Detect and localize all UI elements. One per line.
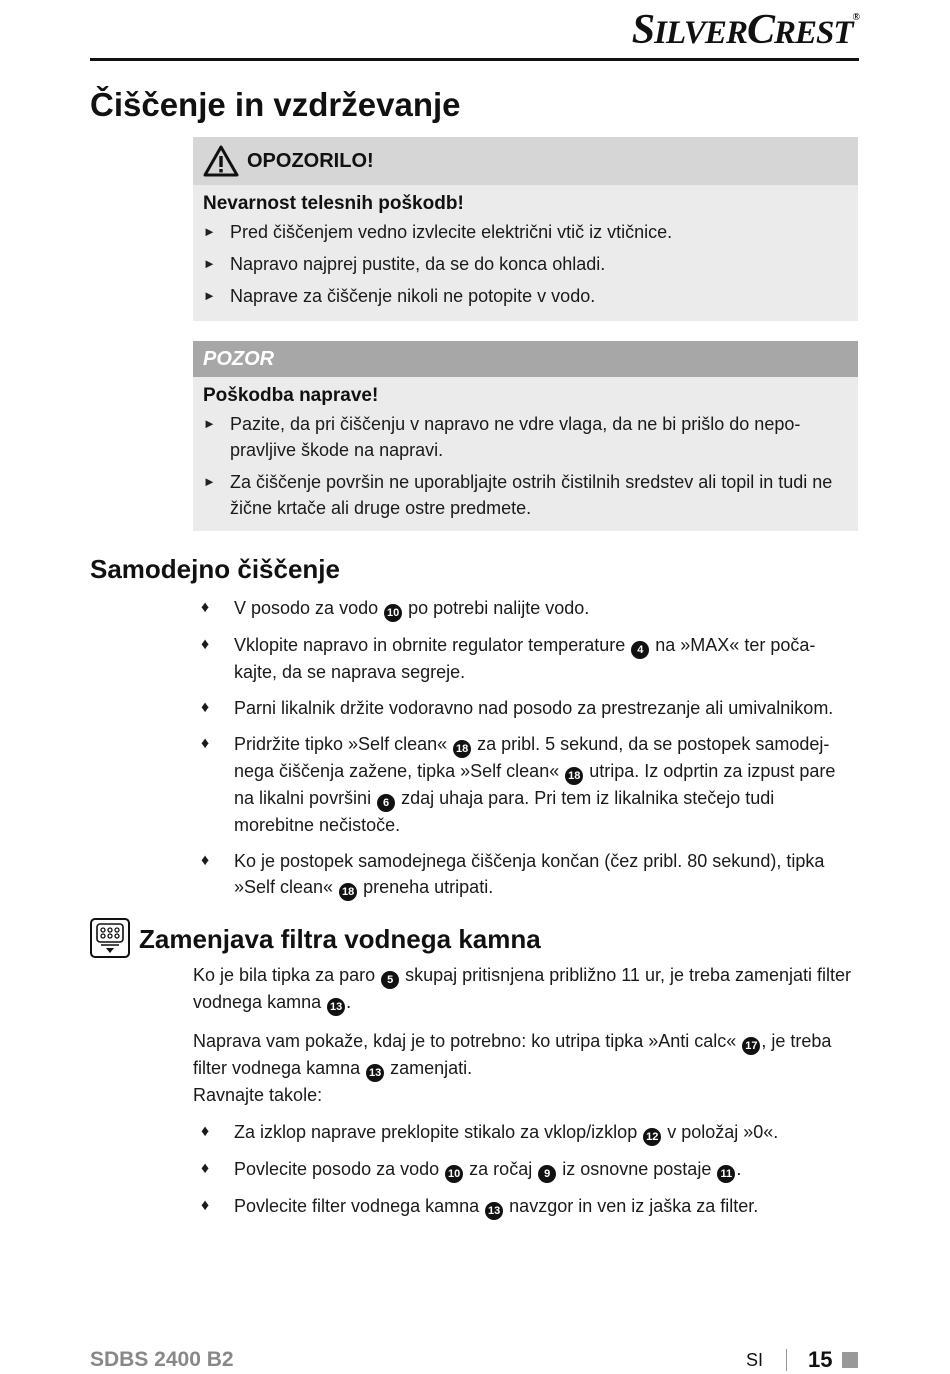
self-clean-title: Samodejno čiščenje [90,554,340,584]
list-item: ► Pazite, da pri čiščenju v napravo ne vdre vlaga, da ne bi prišlo do nepo-pravljive škode na napravi. [203,411,848,463]
arrow-icon: ► [203,224,216,239]
part-number-badge: 10 [384,604,402,622]
warning-heading: OPOZORILO! [247,149,374,172]
page-number: 15 [808,1347,833,1372]
part-number-badge: 13 [366,1064,384,1082]
arrow-icon: ► [203,474,216,489]
footer-separator [786,1349,787,1371]
filter-list [193,1119,858,1230]
caution-list [193,411,858,535]
self-clean-list [193,595,858,911]
list-item: ♦ Za izklop naprave preklopite stikalo za vklop/izklop 12 v položaj »0«. [193,1119,858,1146]
arrow-icon: ► [203,256,216,271]
warning-header [193,137,858,185]
part-number-badge: 5 [381,971,399,989]
list-item: ► Naprave za čiščenje nikoli ne potopite v vodo. [203,283,848,309]
list-item: ♦ V posodo za vodo 10 po potrebi nalijte vodo. [193,595,858,622]
caution-heading: POZOR [203,347,275,370]
list-item: ♦ Povlecite posodo za vodo 10 za ročaj 9 iz osnovne postaje 11 . [193,1156,858,1183]
list-item: ♦ Parni likalnik držite vodoravno nad posodo za prestrezanje ali umivalnikom. [193,695,858,721]
part-number-badge: 4 [631,641,649,659]
diamond-bullet-icon: ♦ [201,1123,210,1140]
diamond-bullet-icon: ♦ [201,699,210,716]
part-number-badge: 13 [327,998,345,1016]
diamond-bullet-icon: ♦ [201,599,210,616]
diamond-bullet-icon: ♦ [201,1197,210,1214]
part-number-badge: 10 [445,1165,463,1183]
filter-paragraph-1: Ko je bila tipka za paro 5 skupaj pritisnjena približno 11 ur, je treba zamenjati filter vodnega kamna 13 . [193,962,858,1016]
diamond-bullet-icon: ♦ [201,735,210,752]
list-item: ► Za čiščenje površin ne uporabljajte ostrih čistilnih sredstev ali topil in tudi ne žične krtače ali druge ostre predmete. [203,469,848,521]
filter-paragraph-2: Naprava vam pokaže, kdaj je to potrebno: ko utripa tipka »Anti calc« 17 , je treba filter vodnega kamna 13 zamenjati. Ravnajte takole: [193,1031,832,1105]
list-item: ♦ Ko je postopek samodejnega čiščenja končan (čez pribl. 80 sekund), tipka »Self clean« 18 preneha utripati. [193,848,858,901]
footer-square-icon [842,1352,858,1368]
warning-subtitle: Nevarnost telesnih poškodb! [203,193,464,214]
caution-box [193,341,858,531]
caution-subtitle: Poškodba naprave! [203,385,379,406]
warning-list [193,219,858,323]
diamond-bullet-icon: ♦ [201,852,210,869]
diamond-bullet-icon: ♦ [201,636,210,653]
part-number-badge: 11 [717,1165,735,1183]
arrow-icon: ► [203,416,216,431]
list-item: ► Pred čiščenjem vedno izvlecite električni vtič iz vtičnice. [203,219,848,245]
page-title: Čiščenje in vzdrževanje [90,86,461,123]
warning-triangle-icon [203,145,239,177]
header-rule [90,58,859,61]
part-number-badge: 18 [339,883,357,901]
footer-model: SDBS 2400 B2 [90,1348,234,1371]
limescale-filter-icon [90,918,130,958]
list-item: ♦ Povlecite filter vodnega kamna 13 navzgor in ven iz jaška za filter. [193,1193,858,1220]
warning-box [193,137,858,321]
brand-logo: SILVERCREST® [631,7,859,53]
list-item: ♦ Pridržite tipko »Self clean« 18 za pribl. 5 sekund, da se postopek samodej-nega čiščenja zažene, tipka »Self clean« 18 utripa. Iz odprtin za izpust pare na likalni površini 6 zdaj uhaja para. Pri tem iz likalnika stečejo tudi morebitne nečistoče. [193,731,858,838]
part-number-badge: 17 [742,1037,760,1055]
part-number-badge: 6 [377,794,395,812]
caution-header [193,341,858,377]
footer-language: SI [746,1350,764,1370]
diamond-bullet-icon: ♦ [201,1160,210,1177]
part-number-badge: 12 [643,1128,661,1146]
arrow-icon: ► [203,288,216,303]
list-item: ► Napravo najprej pustite, da se do konca ohladi. [203,251,848,277]
filter-title: Zamenjava filtra vodnega kamna [139,924,541,954]
part-number-badge: 18 [453,740,471,758]
list-item: ♦ Vklopite napravo in obrnite regulator temperature 4 na »MAX« ter poča-kajte, da se naprava segreje. [193,632,858,685]
part-number-badge: 18 [565,767,583,785]
part-number-badge: 9 [538,1165,556,1183]
part-number-badge: 13 [485,1202,503,1220]
